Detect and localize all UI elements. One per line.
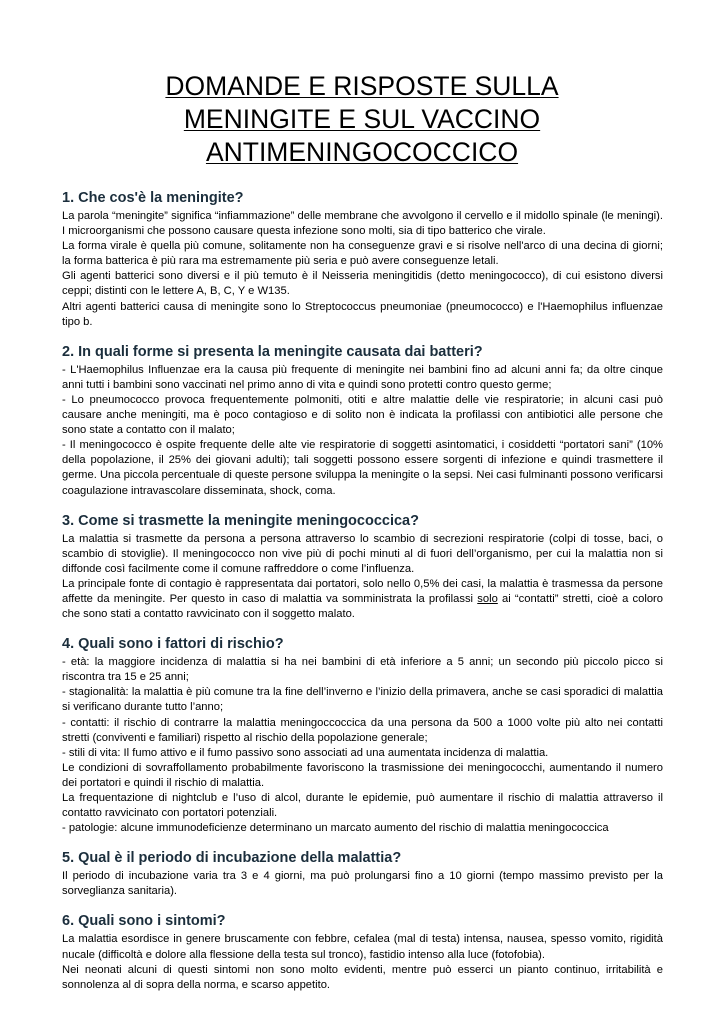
paragraph: - patologie: alcune immunodeficienze determinano un marcato aumento del rischio di malattia meningococcica [62, 822, 609, 835]
section-3 [62, 513, 663, 623]
text-run: La principale fonte di contagio è rappresentata dai portatori, solo nello 0,5% dei casi, la malattia è trasmessa da persone affette da meningite. Per questo in caso di malattia va somministrata la profilassi [62, 577, 663, 605]
section-1 [62, 190, 663, 330]
paragraph: - Lo pneumococco provoca frequentemente polmoniti, otiti e altre malattie delle vie respiratorie; in alcuni casi può causare anche meningiti, ma è poco contagioso e di solito non è indicata la profilassi con antibiotici alle persone che sono state a contatto con il malato; [62, 393, 663, 437]
section-heading: 2. In quali forme si presenta la meningite causata dai batteri? [62, 343, 483, 360]
paragraph: La forma virale è quella più comune, solitamente non ha conseguenze gravi e si risolve nell'arco di una decina di giorni; la forma batterica è più rara ma estremamente più seria e può avere conseguenze letali. [62, 240, 663, 268]
section-heading: 6. Quali sono i sintomi? [62, 913, 226, 930]
section-heading: 1. Che cos'è la meningite? [62, 190, 244, 206]
text-run: ai “contatti” stretti, cioè a coloro che sono stati a contatto ravvicinato con il soggetto malato. [62, 592, 663, 621]
document-body [62, 190, 663, 1007]
paragraph: - stili di vita: Il fumo attivo e il fumo passivo sono associati ad una aumentata incidenza di malattia. [62, 746, 549, 759]
section-2 [62, 344, 663, 499]
section-heading: 5. Qual è il periodo di incubazione della malattia? [62, 850, 402, 867]
paragraph: - L'Haemophilus Influenzae era la causa più frequente di meningite nei bambini fino ad alcuni anni fa; da oltre cinque anni tutti i bambini sono vaccinati nel primo anno di vita e quindi sono protetti contro questo germe; [62, 363, 663, 391]
paragraph: - contatti: il rischio di contrarre la malattia meningoccoccica da una persona da 500 a 1000 volte più alto nei contatti stretti (conviventi e familiari) rispetto al rischio della popolazione generale; [62, 716, 663, 744]
paragraph: - Il meningococco è ospite frequente delle alte vie respiratorie di soggetti asintomatici, i cosiddetti “portatori sani” (10% della popolazione, il 25% dei giovani adulti); tali soggetti possono essere sorgenti di infezione e quindi trasmettere il germe. Una piccola percentuale di queste persone sviluppa la meningite o la sepsi. Nei casi fulminanti possono verificarsi coagulazione intravascolare disseminata, shock, coma. [62, 439, 663, 497]
paragraph: La malattia esordisce in genere bruscamente con febbre, cefalea (mal di testa) intensa, nausea, spesso vomito, rigidità nucale (difficoltà e dolore alla flessione della testa sul tronco), fastidio intenso alla luce (fotofobia). [62, 933, 663, 961]
paragraph: Il periodo di incubazione varia tra 3 e 4 giorni, ma può prolungarsi fino a 10 giorni (tempo massimo previsto per la sorveglianza sanitaria). [62, 870, 663, 898]
section-6 [62, 913, 663, 992]
paragraph: Le condizioni di sovraffollamento probabilmente favoriscono la trasmissione dei meningococchi, aumentando il numero dei portatori e quindi il rischio di malattia. [62, 761, 663, 789]
paragraph: La parola “meningite” significa “infiammazione” delle membrane che avvolgono il cervello e il midollo spinale (le meningi). I microorganismi che possono causare questa infezione sono molti, sia di tipo batterico che virale. [62, 210, 663, 238]
paragraph: - età: la maggiore incidenza di malattia si ha nei bambini di età inferiore a 5 anni; un secondo più piccolo picco si riscontra tra 15 e 25 anni; [62, 656, 663, 684]
title-line: DOMANDE E RISPOSTE SULLA [165, 71, 559, 101]
paragraph: Gli agenti batterici sono diversi e il più temuto è il Neisseria meningitidis (detto meningococco), di cui esistono diversi ceppi; distinti con le lettere A, B, C, Y e W135. [62, 270, 663, 298]
section-heading: 4. Quali sono i fattori di rischio? [62, 636, 284, 653]
section-5 [62, 850, 663, 899]
section-4 [62, 636, 663, 836]
paragraph: - stagionalità: la malattia è più comune tra la fine dell’inverno e l’inizio della primavera, anche se casi sporadici di malattia si verificano durante tutto l’anno; [62, 686, 663, 714]
paragraph: La malattia si trasmette da persona a persona attraverso lo scambio di secrezioni respiratorie (colpi di tosse, baci, o scambio di stoviglie). Il meningococco non vive più di pochi minuti al di fuori dell’organismo, per cui la malattia non si diffonde così facilmente come il comune raffreddore o come l’influenza. [62, 532, 663, 575]
document-title [62, 70, 662, 169]
paragraph: Nei neonati alcuni di questi sintomi non sono molto evidenti, mentre può esserci un pianto continuo, irritabilità e sonnolenza al di sopra della norma, e scarso appetito. [62, 963, 663, 991]
paragraph [62, 577, 663, 622]
title-line: ANTIMENINGOCOCCICO [205, 137, 519, 167]
paragraph: Altri agenti batterici causa di meningite sono lo Streptococcus pneumoniae (pneumococco) e l'Haemophilus influenzae tipo b. [62, 300, 663, 328]
title-line: MENINGITE E SUL VACCINO [183, 104, 541, 134]
section-heading: 3. Come si trasmette la meningite meningococcica? [62, 512, 419, 529]
paragraph: La frequentazione di nightclub e l’uso di alcol, durante le epidemie, può aumentare il rischio di malattia attraverso il contatto ravvicinato con portatori potenziali. [62, 792, 663, 820]
underlined-word: solo [477, 592, 498, 605]
